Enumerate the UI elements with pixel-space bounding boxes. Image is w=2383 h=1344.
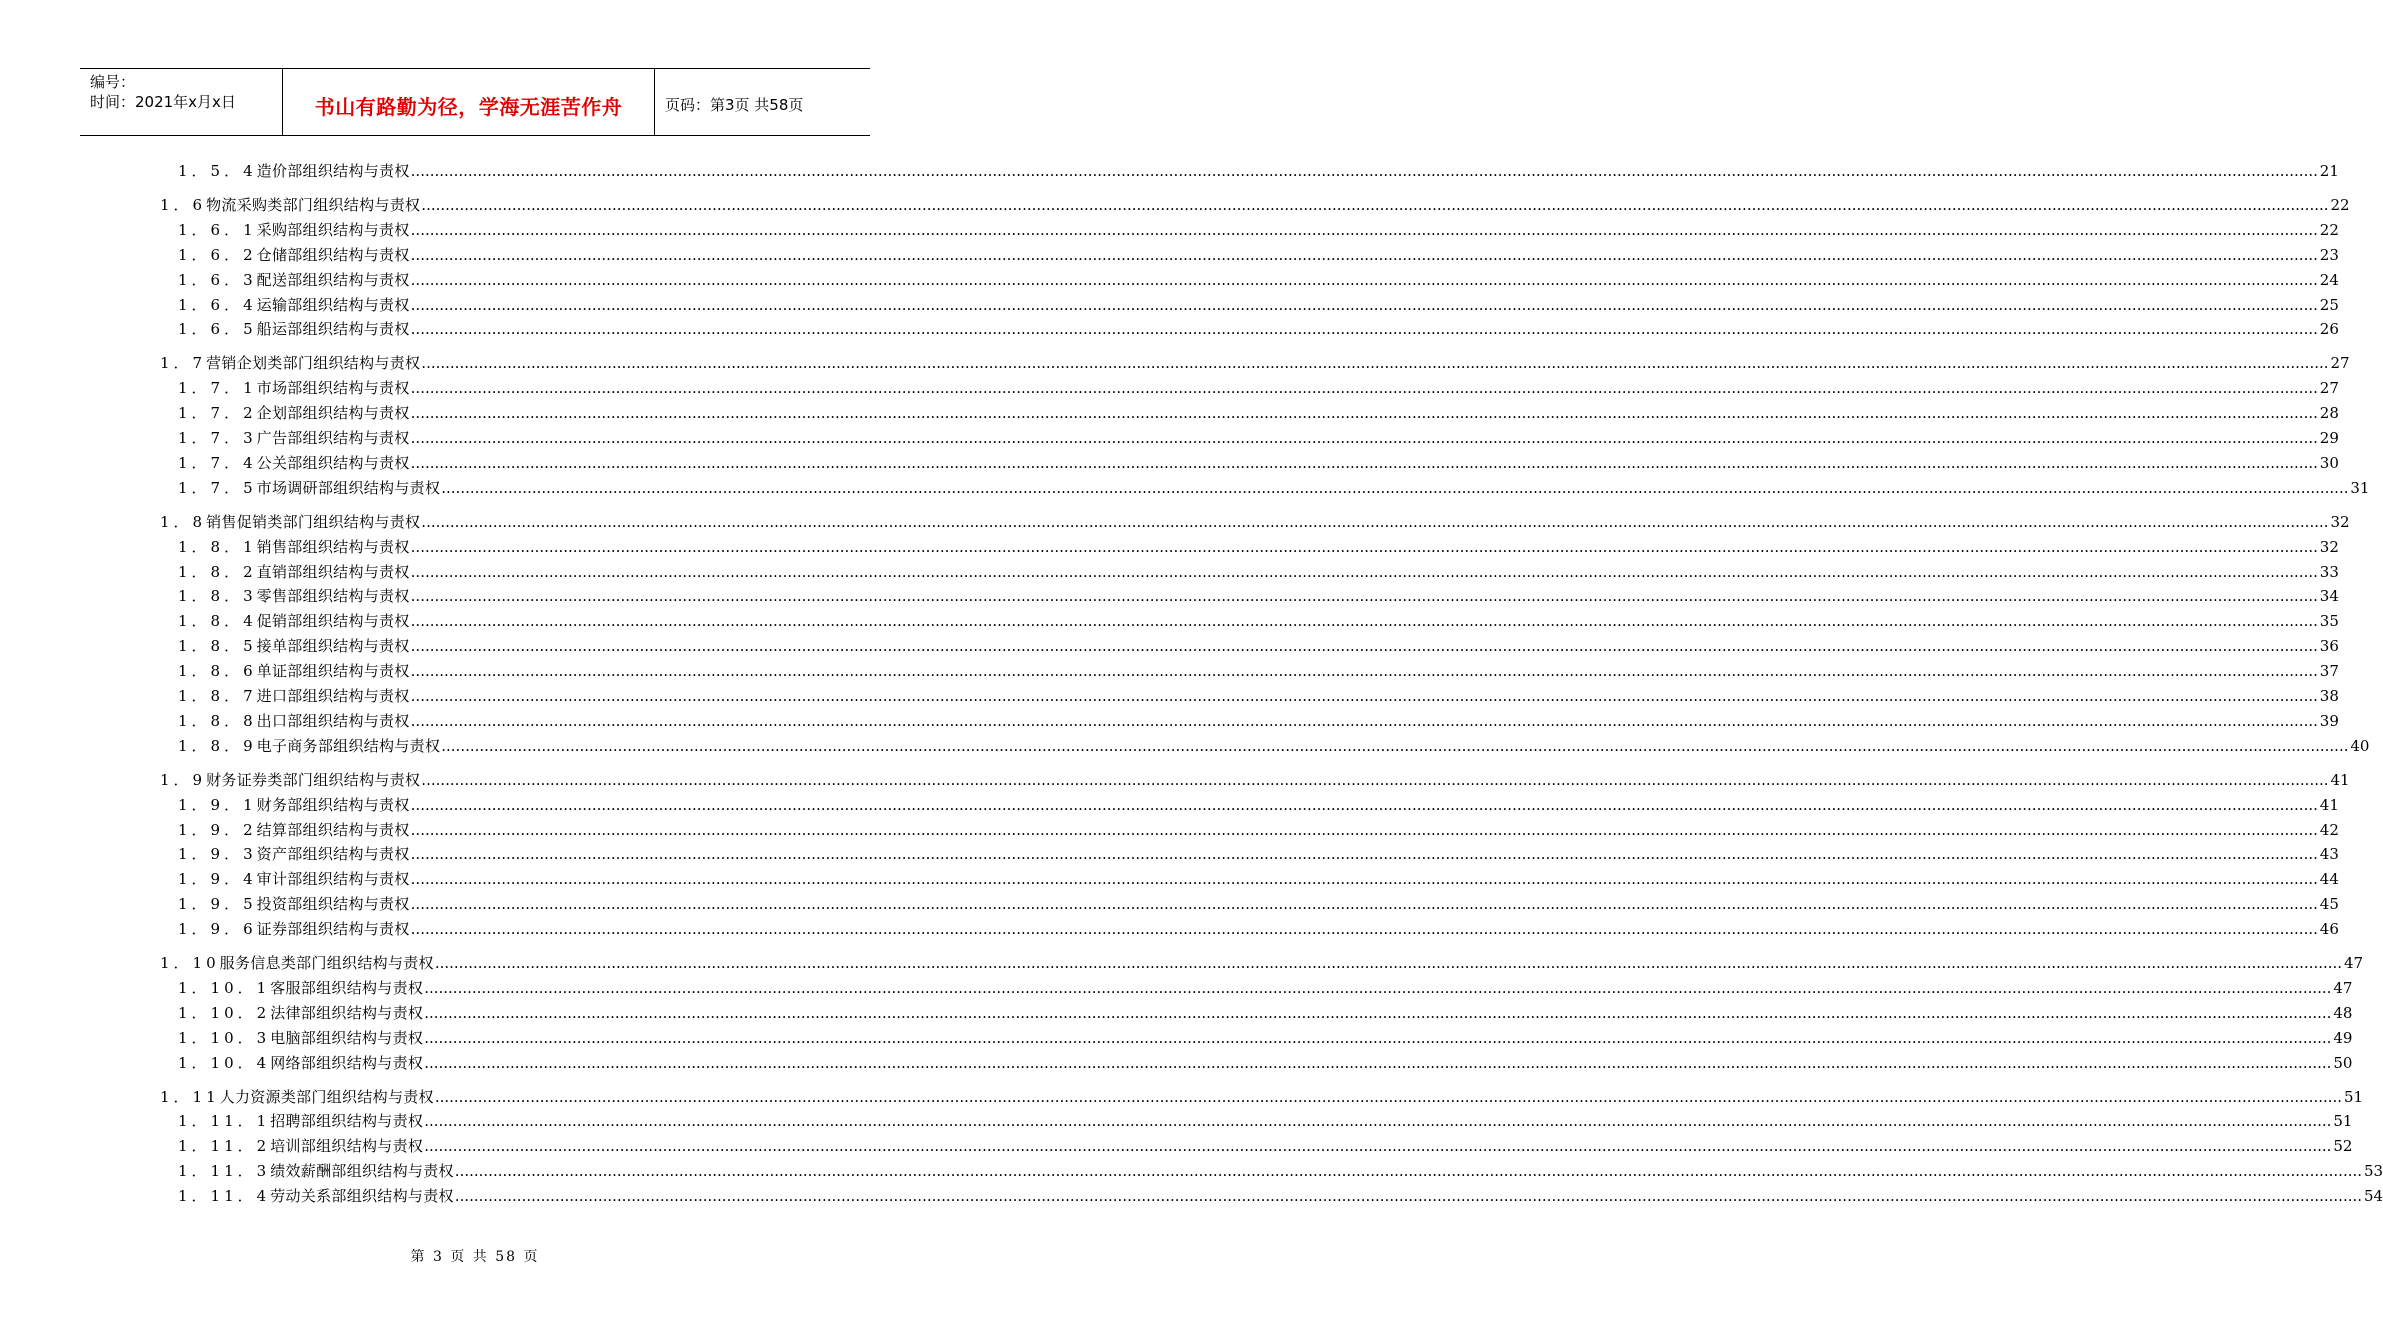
page-header [80, 68, 870, 136]
toc-entry[interactable] [0, 511, 2350, 533]
toc-entry-number: 1．8．2 [178, 562, 257, 581]
toc-entry-title: 市场部组织结构与责权 [256, 379, 410, 398]
toc-entry-title: 劳动关系部组织结构与责权 [270, 1187, 454, 1206]
toc-dot-leader: ................................................................................................................................................................................................................................................................................................................................................................................................................ [441, 478, 2349, 497]
toc-entry-row [178, 294, 2339, 316]
toc-entry[interactable] [0, 536, 2339, 558]
toc-entry-number: 1．8．1 [178, 537, 257, 556]
toc-entry-number: 1．10．1 [178, 978, 271, 997]
toc-entry-page-number: 52 [2333, 1137, 2353, 1156]
toc-entry-page-number: 36 [2319, 637, 2339, 656]
toc-entry[interactable] [0, 977, 2353, 999]
toc-entry[interactable] [0, 769, 2350, 791]
toc-dot-leader: ................................................................................................................................................................................................................................................................................................................................................................................................................ [410, 920, 2318, 939]
toc-entry-title: 电子商务部组织结构与责权 [256, 736, 441, 755]
toc-entry-row [178, 843, 2339, 865]
toc-entry-title: 营销企划类部门组织结构与责权 [206, 354, 421, 373]
toc-dot-leader: ................................................................................................................................................................................................................................................................................................................................................................................................................ [410, 637, 2318, 656]
toc-entry-page-number: 22 [2330, 195, 2350, 214]
toc-entry-page-number: 43 [2319, 845, 2339, 864]
toc-entry-title: 证券部组织结构与责权 [256, 920, 410, 939]
toc-entry-number: 1．10．3 [178, 1028, 271, 1047]
toc-entry-title: 绩效薪酬部组织结构与责权 [270, 1162, 454, 1181]
toc-entry[interactable] [0, 377, 2339, 399]
toc-entry-number: 1．7．5 [178, 478, 257, 497]
toc-entry-page-number: 39 [2319, 711, 2339, 730]
toc-entry-page-number: 47 [2343, 954, 2364, 972]
toc-entry-title: 销售部组织结构与责权 [256, 537, 410, 556]
toc-entry-row [178, 1110, 2353, 1132]
toc-entry-title: 投资部组织结构与责权 [256, 895, 410, 914]
header-right-cell [655, 69, 870, 135]
toc-dot-leader: ................................................................................................................................................................................................................................................................................................................................................................................................................ [410, 320, 2318, 339]
toc-dot-leader: ................................................................................................................................................................................................................................................................................................................................................................................................................ [410, 429, 2318, 447]
toc-entry-title: 接单部组织结构与责权 [256, 637, 410, 656]
toc-entry-page-number: 46 [2319, 920, 2339, 939]
toc-entry-number: 1．9．5 [178, 895, 257, 914]
toc-entry-page-number: 34 [2319, 587, 2339, 606]
toc-entry-row [178, 427, 2339, 449]
toc-entry-title: 直销部组织结构与责权 [256, 562, 410, 581]
toc-entry[interactable] [0, 1185, 2383, 1207]
toc-entry-page-number: 41 [2319, 795, 2339, 814]
toc-entry[interactable] [0, 402, 2339, 424]
toc-entry-title: 法律部组织结构与责权 [270, 1003, 424, 1022]
toc-entry-number: 1．7．1 [178, 379, 257, 398]
toc-entry-number: 1．10 [160, 954, 220, 972]
toc-entry-row [160, 1086, 2364, 1108]
toc-entry[interactable] [0, 160, 2339, 182]
toc-dot-leader: ................................................................................................................................................................................................................................................................................................................................................................................................................ [441, 736, 2349, 755]
toc-entry-page-number: 54 [2363, 1187, 2383, 1206]
toc-entry-number: 1．8．3 [178, 587, 257, 606]
toc-dot-leader: ................................................................................................................................................................................................................................................................................................................................................................................................................ [454, 1187, 2363, 1206]
toc-entry-number: 1．6．1 [178, 220, 257, 239]
toc-entry-number: 1．7．4 [178, 453, 257, 472]
toc-dot-leader: ................................................................................................................................................................................................................................................................................................................................................................................................................ [410, 895, 2318, 914]
toc-entry-number: 1．6．5 [178, 320, 257, 339]
toc-entry-row [178, 1052, 2353, 1074]
toc-entry-row [178, 635, 2339, 657]
toc-entry-row [178, 660, 2339, 682]
toc-entry-row [178, 219, 2339, 241]
toc-entry-row [178, 735, 2370, 757]
toc-entry-page-number: 33 [2319, 562, 2339, 581]
toc-entry-title: 出口部组织结构与责权 [256, 711, 410, 730]
toc-entry-row [178, 685, 2339, 707]
toc-entry-title: 物流采购类部门组织结构与责权 [206, 195, 421, 214]
header-page-info: 页码：第3页 共58页 [665, 96, 804, 114]
toc-entry-number: 1．10．2 [178, 1003, 271, 1022]
toc-entry-number: 1．8．8 [178, 711, 257, 730]
toc-entry[interactable] [0, 318, 2339, 340]
toc-dot-leader: ................................................................................................................................................................................................................................................................................................................................................................................................................ [410, 270, 2318, 289]
toc-entry[interactable] [0, 794, 2339, 816]
toc-entry-title: 销售促销类部门组织结构与责权 [206, 512, 421, 531]
toc-entry-row [178, 794, 2339, 816]
toc-dot-leader: ................................................................................................................................................................................................................................................................................................................................................................................................................ [421, 354, 2329, 373]
toc-entry[interactable] [0, 610, 2339, 632]
toc-dot-leader: ................................................................................................................................................................................................................................................................................................................................................................................................................ [410, 820, 2318, 839]
header-middle-cell [282, 69, 655, 135]
toc-entry-page-number: 38 [2319, 687, 2339, 705]
toc-entry-number: 1．9．6 [178, 920, 257, 939]
toc-entry-row [160, 952, 2364, 974]
toc-entry-number: 1．7．3 [178, 429, 257, 447]
toc-entry-row [178, 977, 2353, 999]
toc-entry[interactable] [0, 952, 2364, 974]
toc-entry-row [178, 377, 2339, 399]
toc-entry-title: 资产部组织结构与责权 [256, 845, 410, 864]
toc-entry-title: 采购部组织结构与责权 [256, 220, 410, 239]
toc-entry-row [178, 160, 2339, 182]
toc-entry-page-number: 53 [2363, 1162, 2383, 1181]
toc-dot-leader: ................................................................................................................................................................................................................................................................................................................................................................................................................ [410, 612, 2318, 631]
toc-entry-number: 1．9．4 [178, 870, 257, 889]
toc-entry[interactable] [0, 269, 2339, 291]
toc-entry-title: 结算部组织结构与责权 [256, 820, 410, 839]
toc-entry-row [160, 769, 2350, 791]
toc-entry-row [160, 194, 2350, 216]
toc-dot-leader: ................................................................................................................................................................................................................................................................................................................................................................................................................ [410, 711, 2318, 730]
toc-entry-number: 1．5．4 [178, 162, 257, 180]
toc-entry-title: 财务部组织结构与责权 [256, 795, 410, 814]
toc-entry-page-number: 23 [2319, 245, 2339, 264]
toc-entry-title: 促销部组织结构与责权 [256, 612, 410, 631]
toc-entry[interactable] [0, 585, 2339, 607]
toc-dot-leader: ................................................................................................................................................................................................................................................................................................................................................................................................................ [421, 195, 2329, 214]
toc-entry-row [178, 585, 2339, 607]
toc-dot-leader: ................................................................................................................................................................................................................................................................................................................................................................................................................ [424, 1053, 2332, 1072]
toc-entry-row [178, 918, 2339, 940]
toc-entry[interactable] [0, 244, 2339, 266]
toc-entry[interactable] [0, 1002, 2353, 1024]
toc-entry-row [178, 536, 2339, 558]
toc-entry-page-number: 51 [2333, 1112, 2353, 1131]
toc-dot-leader: ................................................................................................................................................................................................................................................................................................................................................................................................................ [434, 954, 2343, 972]
header-motto: 书山有路勤为径，学海无涯苦作舟 [314, 95, 623, 119]
toc-entry-row [178, 1027, 2353, 1049]
toc-entry-row [178, 561, 2339, 583]
toc-entry-number: 1．8．5 [178, 637, 257, 656]
toc-entry-page-number: 42 [2319, 820, 2339, 839]
toc-dot-leader: ................................................................................................................................................................................................................................................................................................................................................................................................................ [410, 220, 2318, 239]
toc-entry-page-number: 32 [2319, 537, 2339, 556]
toc-dot-leader: ................................................................................................................................................................................................................................................................................................................................................................................................................ [421, 770, 2329, 789]
toc-dot-leader: ................................................................................................................................................................................................................................................................................................................................................................................................................ [410, 404, 2318, 423]
page-footer: 第 3 页 共 58 页 [410, 1249, 540, 1265]
toc-entry[interactable] [0, 294, 2339, 316]
toc-entry-number: 1．8．6 [178, 662, 257, 681]
toc-entry[interactable] [0, 893, 2339, 915]
toc-entry-number: 1．8 [160, 512, 207, 531]
toc-entry-page-number: 44 [2319, 870, 2339, 889]
toc-entry-number: 1．11．2 [178, 1137, 271, 1156]
toc-entry-row [178, 1002, 2353, 1024]
toc-entry-title: 运输部组织结构与责权 [256, 295, 410, 314]
toc-entry-row [178, 893, 2339, 915]
toc-entry-page-number: 28 [2319, 404, 2339, 423]
toc-entry-number: 1．7 [160, 354, 207, 373]
toc-dot-leader: ................................................................................................................................................................................................................................................................................................................................................................................................................ [410, 162, 2318, 180]
toc-entry-title: 仓储部组织结构与责权 [256, 245, 410, 264]
toc-entry-title: 船运部组织结构与责权 [256, 320, 410, 339]
toc-entry-number: 1．6．4 [178, 295, 257, 314]
toc-entry-number: 1．11 [160, 1087, 220, 1106]
toc-entry[interactable] [0, 843, 2339, 865]
toc-entry-row [178, 610, 2339, 632]
toc-entry-page-number: 35 [2319, 612, 2339, 631]
toc-entry-row [178, 244, 2339, 266]
toc-dot-leader: ................................................................................................................................................................................................................................................................................................................................................................................................................ [410, 870, 2318, 889]
toc-entry[interactable] [0, 452, 2339, 474]
toc-entry[interactable] [0, 710, 2339, 732]
toc-entry[interactable] [0, 477, 2370, 499]
toc-entry-title: 市场调研部组织结构与责权 [256, 478, 441, 497]
toc-entry-row [178, 710, 2339, 732]
toc-entry-page-number: 32 [2330, 512, 2350, 531]
toc-dot-leader: ................................................................................................................................................................................................................................................................................................................................................................................................................ [424, 1003, 2332, 1022]
toc-entry-title: 公关部组织结构与责权 [256, 453, 410, 472]
toc-entry[interactable] [0, 1135, 2353, 1157]
toc-entry[interactable] [0, 194, 2350, 216]
toc-entry-page-number: 50 [2333, 1053, 2353, 1072]
toc-entry-page-number: 47 [2333, 978, 2353, 997]
toc-dot-leader: ................................................................................................................................................................................................................................................................................................................................................................................................................ [424, 1137, 2332, 1156]
toc-entry-title: 零售部组织结构与责权 [256, 587, 410, 606]
toc-entry[interactable] [0, 1027, 2353, 1049]
toc-entry-title: 单证部组织结构与责权 [256, 662, 410, 681]
toc-entry-row [178, 269, 2339, 291]
document-date: 时间：2021年x月x日 [90, 93, 236, 111]
toc-entry-number: 1．10．4 [178, 1053, 271, 1072]
toc-entry-number: 1．6 [160, 195, 207, 214]
toc-dot-leader: ................................................................................................................................................................................................................................................................................................................................................................................................................ [410, 245, 2318, 264]
toc-dot-leader: ................................................................................................................................................................................................................................................................................................................................................................................................................ [424, 978, 2332, 997]
toc-entry-title: 客服部组织结构与责权 [270, 978, 424, 997]
toc-entry-number: 1．6．3 [178, 270, 257, 289]
toc-dot-leader: ................................................................................................................................................................................................................................................................................................................................................................................................................ [410, 587, 2318, 606]
toc-entry-page-number: 49 [2333, 1028, 2353, 1047]
toc-entry-row [160, 352, 2350, 374]
toc-entry-title: 服务信息类部门组织结构与责权 [219, 954, 434, 972]
toc-entry[interactable] [0, 918, 2339, 940]
toc-entry[interactable] [0, 219, 2339, 241]
toc-entry-title: 审计部组织结构与责权 [256, 870, 410, 889]
toc-entry-page-number: 22 [2319, 220, 2339, 239]
toc-entry[interactable] [0, 1052, 2353, 1074]
toc-entry-title: 网络部组织结构与责权 [270, 1053, 424, 1072]
toc-entry-row [178, 477, 2370, 499]
toc-entry-row [178, 1185, 2383, 1207]
toc-entry-page-number: 51 [2343, 1087, 2364, 1106]
toc-entry-page-number: 45 [2319, 895, 2339, 914]
toc-dot-leader: ................................................................................................................................................................................................................................................................................................................................................................................................................ [410, 379, 2318, 398]
toc-dot-leader: ................................................................................................................................................................................................................................................................................................................................................................................................................ [434, 1087, 2343, 1106]
toc-entry[interactable] [0, 1086, 2364, 1108]
toc-entry-page-number: 21 [2319, 162, 2339, 180]
toc-entry-number: 1．9．3 [178, 845, 257, 864]
toc-entry-row [178, 868, 2339, 890]
toc-entry-title: 进口部组织结构与责权 [256, 687, 410, 705]
toc-entry[interactable] [0, 868, 2339, 890]
toc-entry-page-number: 27 [2330, 354, 2350, 373]
toc-dot-leader: ................................................................................................................................................................................................................................................................................................................................................................................................................ [410, 562, 2318, 581]
toc-entry-title: 企划部组织结构与责权 [256, 404, 410, 423]
toc-entry-page-number: 30 [2319, 453, 2339, 472]
toc-entry-number: 1．11．4 [178, 1187, 271, 1206]
toc-entry-page-number: 27 [2319, 379, 2339, 398]
toc-entry-number: 1．8．4 [178, 612, 257, 631]
toc-entry-number: 1．8．7 [178, 687, 257, 705]
toc-entry-row [178, 452, 2339, 474]
toc-dot-leader: ................................................................................................................................................................................................................................................................................................................................................................................................................ [454, 1162, 2363, 1181]
toc-entry-page-number: 48 [2333, 1003, 2353, 1022]
toc-entry-number: 1．9 [160, 770, 207, 789]
toc-entry-number: 1．7．2 [178, 404, 257, 423]
toc-entry[interactable] [0, 735, 2370, 757]
toc-entry-row [178, 819, 2339, 841]
toc-entry[interactable] [0, 561, 2339, 583]
toc-dot-leader: ................................................................................................................................................................................................................................................................................................................................................................................................................ [410, 662, 2318, 681]
toc-entry[interactable] [0, 427, 2339, 449]
toc-entry[interactable] [0, 352, 2350, 374]
toc-entry-title: 造价部组织结构与责权 [256, 162, 410, 180]
toc-entry-title: 电脑部组织结构与责权 [270, 1028, 424, 1047]
toc-entry-title: 广告部组织结构与责权 [256, 429, 410, 447]
toc-entry-title: 培训部组织结构与责权 [270, 1137, 424, 1156]
toc-entry[interactable] [0, 635, 2339, 657]
toc-entry-page-number: 41 [2330, 770, 2350, 789]
toc-dot-leader: ................................................................................................................................................................................................................................................................................................................................................................................................................ [410, 537, 2318, 556]
toc-entry-number: 1．11．1 [178, 1112, 271, 1131]
toc-entry-title: 配送部组织结构与责权 [256, 270, 410, 289]
toc-dot-leader: ................................................................................................................................................................................................................................................................................................................................................................................................................ [424, 1112, 2332, 1131]
toc-entry-number: 1．6．2 [178, 245, 257, 264]
toc-entry[interactable] [0, 685, 2339, 707]
toc-dot-leader: ................................................................................................................................................................................................................................................................................................................................................................................................................ [424, 1028, 2332, 1047]
toc-entry-title: 招聘部组织结构与责权 [270, 1112, 424, 1131]
toc-dot-leader: ................................................................................................................................................................................................................................................................................................................................................................................................................ [410, 795, 2318, 814]
header-left-cell [80, 69, 282, 135]
toc-entry-title: 财务证券类部门组织结构与责权 [206, 770, 421, 789]
toc-entry-number: 1．8．9 [178, 736, 257, 755]
toc-dot-leader: ................................................................................................................................................................................................................................................................................................................................................................................................................ [421, 512, 2329, 531]
toc-entry-title: 人力资源类部门组织结构与责权 [219, 1087, 434, 1106]
toc-entry-row [178, 1135, 2353, 1157]
toc-entry[interactable] [0, 1110, 2353, 1132]
toc-entry-page-number: 25 [2319, 295, 2339, 314]
toc-entry-number: 1．11．3 [178, 1162, 271, 1181]
toc-entry-page-number: 24 [2319, 270, 2339, 289]
toc-dot-leader: ................................................................................................................................................................................................................................................................................................................................................................................................................ [410, 845, 2318, 864]
toc-entry[interactable] [0, 660, 2339, 682]
toc-dot-leader: ................................................................................................................................................................................................................................................................................................................................................................................................................ [410, 453, 2318, 472]
toc-entry-number: 1．9．1 [178, 795, 257, 814]
toc-entry[interactable] [0, 1160, 2383, 1182]
toc-dot-leader: ................................................................................................................................................................................................................................................................................................................................................................................................................ [410, 295, 2318, 314]
toc-entry-page-number: 31 [2350, 478, 2370, 497]
toc-entry-row [178, 402, 2339, 424]
toc-entry-row [160, 511, 2350, 533]
toc-entry-number: 1．9．2 [178, 820, 257, 839]
toc-entry-row [178, 318, 2339, 340]
toc-dot-leader: ................................................................................................................................................................................................................................................................................................................................................................................................................ [410, 687, 2318, 705]
toc-entry-page-number: 40 [2350, 736, 2370, 755]
toc-entry-row [178, 1160, 2383, 1182]
toc-entry-page-number: 37 [2319, 662, 2339, 681]
toc-entry[interactable] [0, 819, 2339, 841]
toc-entry-page-number: 26 [2319, 320, 2339, 339]
toc-entry-page-number: 29 [2319, 429, 2339, 447]
document-code-label: 编号： [90, 73, 136, 91]
